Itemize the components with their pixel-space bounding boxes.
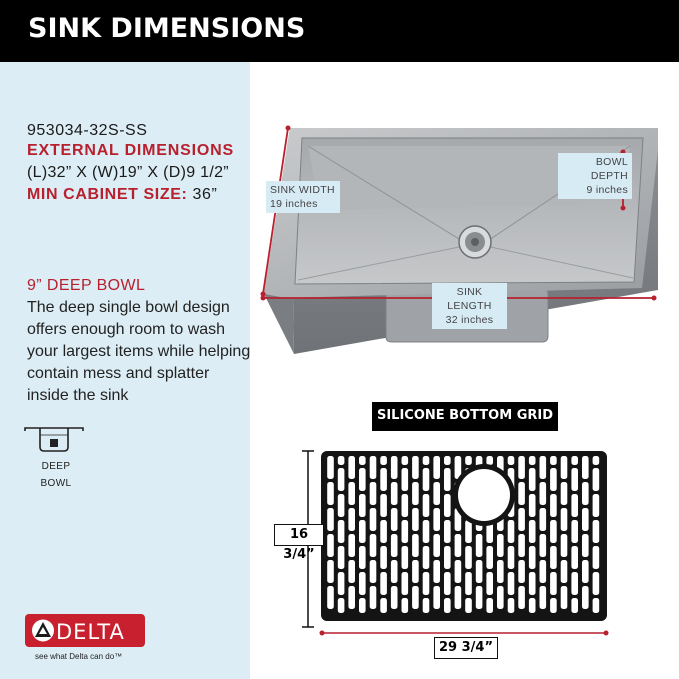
grid-title: SILICONE BOTTOM GRID [376,408,553,423]
sink-width-label [266,181,340,213]
external-dimensions-label: EXTERNAL DIMENSIONS [27,142,234,159]
delta-logo-text: DELTA [56,620,125,644]
external-dimensions-value: (L)32” X (W)19” X (D)9 1/2” [27,164,229,181]
silicone-grid-illustration [300,445,620,645]
sink-width-title: SINK WIDTH [270,184,335,196]
trademark-mark: ™ [114,652,123,661]
deep-bowl-heading: 9” DEEP BOWL [27,277,146,294]
min-cabinet-value: 36” [187,186,218,203]
sink-length-title: SINK LENGTH [447,286,492,312]
bowl-depth-label [558,153,632,199]
page-title: SINK DIMENSIONS [28,13,306,44]
bowl-depth-value: 9 inches [586,184,628,196]
deep-bowl-icon-label [30,458,82,492]
min-cabinet-label: MIN CABINET SIZE: [27,186,188,203]
deep-bowl-description: The deep single bowl design offers enough room to wash your largest items while helping contain mess and splatter inside the sink [27,299,251,404]
bowl-depth-title: BOWL DEPTH [590,156,628,182]
deep-label-line1: DEEP [41,461,71,472]
grid-width-label: 29 3/4” [434,637,498,659]
sink-length-label [432,283,507,329]
deep-bowl-icon [24,427,84,453]
min-cabinet-size [27,186,217,204]
sink-width-value: 19 inches [270,198,318,210]
brand-tagline: see what Delta can do™ [35,652,123,661]
sink-length-value: 32 inches [445,314,494,326]
model-number: 953034-32S-SS [27,122,148,139]
grid-cells [321,451,607,621]
deep-label-line2: BOWL [40,478,72,489]
delta-triangle-icon [31,619,55,642]
grid-height-label: 16 3/4” [274,524,324,546]
